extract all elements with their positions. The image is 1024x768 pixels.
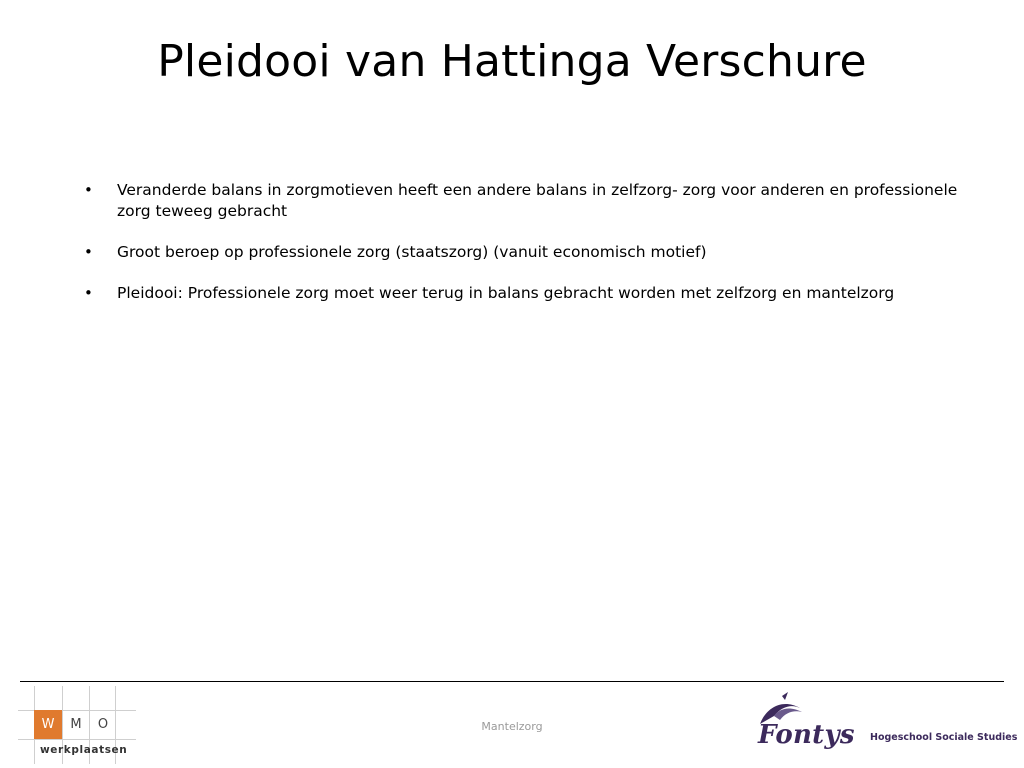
wmo-letter-m: M [70, 717, 82, 732]
fontys-school: Hogeschool Sociale Studies [870, 732, 1018, 743]
bullet-item [80, 242, 990, 263]
bullet-marker: • [84, 181, 93, 199]
footer-label: Mantelzorg [481, 720, 543, 733]
wmo-letter-w: W [34, 710, 62, 739]
fontys-logo [752, 690, 1022, 760]
bullet-list [80, 180, 990, 324]
bullet-text: Veranderde balans in zorgmotieven heeft een andere balans in zelfzorg- zorg voor anderen en professionele zorg teweeg gebracht [117, 181, 958, 220]
bullet-item [80, 180, 990, 222]
bullet-marker: • [84, 243, 93, 261]
bullet-text: Groot beroep op professionele zorg (staatszorg) (vanuit economisch motief) [117, 243, 707, 261]
bullet-text: Pleidooi: Professionele zorg moet weer terug in balans gebracht worden met zelfzorg en mantelzorg [117, 284, 895, 302]
bullet-item [80, 283, 990, 304]
slide-title: Pleidooi van Hattinga Verschure [157, 36, 867, 87]
fontys-name: Fontys [758, 720, 855, 750]
wmo-letter-o: O [97, 717, 109, 732]
footer-divider [20, 681, 1004, 682]
bullet-marker: • [84, 284, 93, 302]
wmo-subtitle: werkplaatsen [40, 744, 128, 756]
